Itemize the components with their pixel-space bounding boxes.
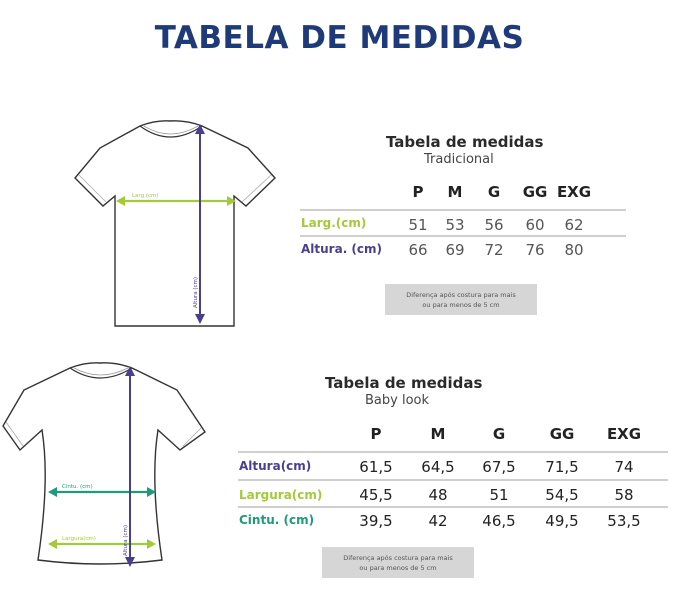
babylook-header-gg: GG (549, 425, 575, 443)
traditional-note-line-1: Diferença após costura para mais (406, 290, 516, 299)
traditional-cell: 51 (408, 216, 428, 234)
babylook-cell: 39,5 (359, 512, 393, 530)
babylook-cell: 74 (614, 458, 634, 476)
babylook-header-exg: EXG (606, 425, 642, 443)
babylook-divider (238, 479, 668, 481)
traditional-cell: 53 (445, 216, 465, 234)
babylook-note-line-1: Diferença após costura para mais (343, 553, 453, 562)
page-title: TABELA DE MEDIDAS (154, 20, 525, 56)
babylook-note-line-2: ou para menos de 5 cm (359, 563, 437, 572)
traditional-cell: 72 (484, 241, 504, 259)
tshirt-babylook-diagram (0, 360, 212, 575)
babylook-row-label-largura: Largura(cm) (239, 488, 323, 502)
traditional-header-gg: GG (522, 183, 548, 201)
babylook-cell: 49,5 (545, 512, 579, 530)
babylook-cell: 53,5 (607, 512, 641, 530)
babylook-cell: 64,5 (421, 458, 455, 476)
traditional-table-subtitle: Tradicional (424, 152, 494, 167)
babylook-cell: 61,5 (359, 458, 393, 476)
babylook-cell: 45,5 (359, 486, 393, 504)
traditional-divider (300, 235, 626, 237)
diagram-largura-label: Largura(cm) (62, 536, 96, 542)
diagram-height-label: Altura (cm) (123, 525, 129, 556)
babylook-cell: 46,5 (482, 512, 516, 530)
babylook-row-label-altura: Altura(cm) (239, 459, 312, 473)
babylook-header-m: M (430, 425, 446, 443)
traditional-cell: 56 (484, 216, 504, 234)
traditional-divider (300, 209, 626, 211)
babylook-divider (238, 506, 668, 508)
babylook-cell: 42 (428, 512, 448, 530)
babylook-cell: 54,5 (545, 486, 579, 504)
traditional-cell: 69 (445, 241, 465, 259)
traditional-cell: 80 (564, 241, 584, 259)
babylook-cell: 48 (428, 486, 448, 504)
babylook-cell: 58 (614, 486, 634, 504)
diagram-width-label: Larg.(cm) (132, 193, 159, 199)
traditional-header-exg: EXG (556, 183, 592, 201)
traditional-cell: 60 (525, 216, 545, 234)
tshirt-traditional-diagram (70, 118, 280, 333)
babylook-cell: 71,5 (545, 458, 579, 476)
traditional-row-label-largura: Larg.(cm) (301, 216, 367, 230)
babylook-row-label-cintura: Cintu. (cm) (239, 513, 315, 527)
babylook-tolerance-note (322, 547, 474, 578)
traditional-header-p: P (412, 183, 424, 201)
traditional-row-label-altura: Altura. (cm) (301, 242, 383, 256)
babylook-cell: 51 (489, 486, 509, 504)
diagram-height-label: Altura (cm) (193, 277, 199, 308)
babylook-header-p: P (370, 425, 382, 443)
traditional-tolerance-note (385, 284, 537, 315)
babylook-table-subtitle: Baby look (365, 393, 430, 408)
traditional-cell: 62 (564, 216, 584, 234)
traditional-header-m: M (447, 183, 463, 201)
babylook-header-g: G (492, 425, 506, 443)
traditional-note-line-2: ou para menos de 5 cm (422, 300, 500, 309)
diagram-cintura-label: Cintu. (cm) (62, 484, 93, 490)
traditional-table-title: Tabela de medidas (386, 133, 544, 151)
traditional-cell: 76 (525, 241, 545, 259)
babylook-cell: 67,5 (482, 458, 516, 476)
traditional-cell: 66 (408, 241, 428, 259)
babylook-divider (238, 451, 668, 453)
babylook-table-title: Tabela de medidas (325, 374, 483, 392)
traditional-header-g: G (487, 183, 501, 201)
